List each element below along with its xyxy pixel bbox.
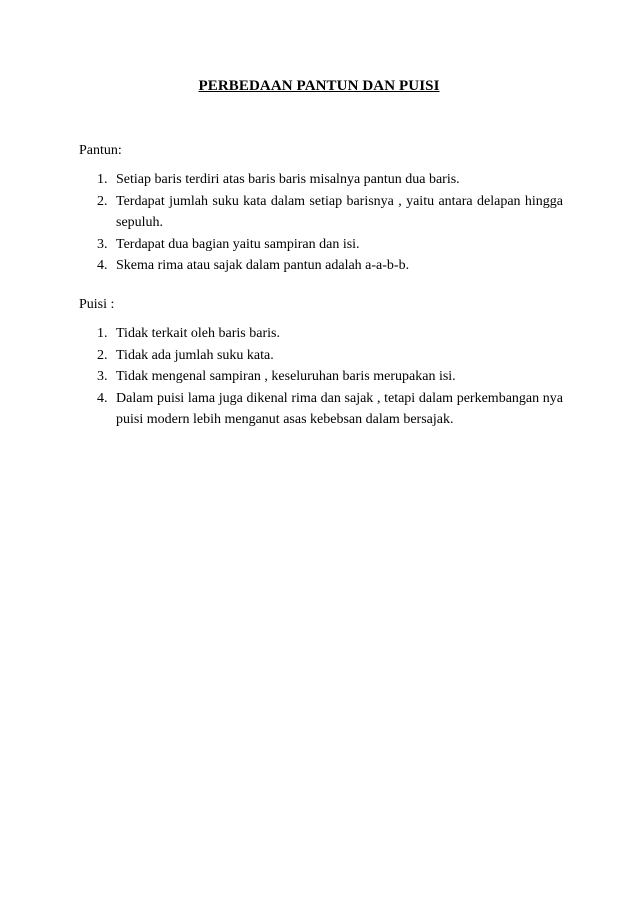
list-item-number: 2. (97, 193, 108, 209)
list-item (79, 169, 563, 191)
pantun-list (79, 169, 563, 277)
list-item (79, 323, 563, 345)
list-item (79, 388, 563, 431)
list-item-text: Tidak terkait oleh baris baris. (116, 326, 280, 341)
section-heading-puisi: Puisi : (79, 297, 115, 312)
document-title: PERBEDAAN PANTUN DAN PUISI (198, 78, 440, 94)
list-item-text: Terdapat jumlah suku kata dalam setiap barisnya , yaitu antara delapan hingga sepuluh. (116, 193, 563, 230)
section-heading-pantun: Pantun: (79, 143, 122, 158)
list-item-text: Dalam puisi lama juga dikenal rima dan sajak , tetapi dalam perkembangan nya puisi modern lebih menganut asas kebebsan dalam bersajak. (116, 390, 563, 427)
list-item-number: 1. (97, 326, 108, 341)
list-item-text: Tidak mengenal sampiran , keseluruhan baris merupakan isi. (116, 369, 456, 384)
list-item (79, 191, 563, 234)
list-item (79, 366, 563, 388)
list-item-number: 3. (97, 236, 108, 252)
list-item (79, 345, 563, 367)
list-item-number: 3. (97, 369, 108, 384)
section-puisi (79, 295, 563, 431)
section-pantun (79, 141, 563, 277)
list-item-text: Terdapat dua bagian yaitu sampiran dan isi. (116, 236, 360, 252)
list-item-number: 2. (97, 347, 108, 363)
puisi-list (79, 323, 563, 431)
list-item-number: 1. (97, 172, 108, 187)
list-item (79, 234, 563, 256)
list-item-text: Setiap baris terdiri atas baris baris misalnya pantun dua baris. (116, 172, 460, 187)
list-item-text: Tidak ada jumlah suku kata. (116, 347, 274, 363)
list-item-number: 4. (97, 258, 108, 273)
list-item-text: Skema rima atau sajak dalam pantun adalah a-a-b-b. (116, 258, 410, 273)
list-item-number: 4. (97, 390, 108, 406)
list-item (79, 255, 563, 277)
